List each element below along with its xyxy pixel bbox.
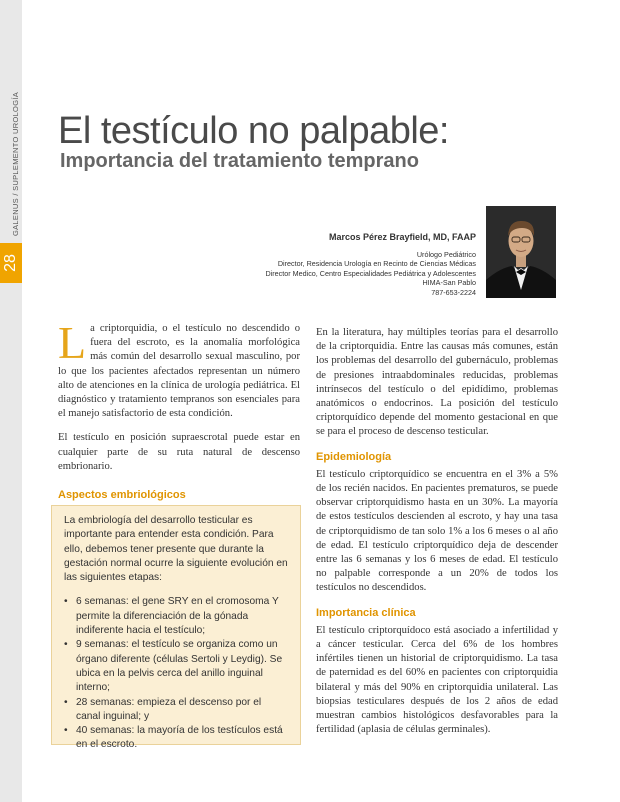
embryology-sidebar-box [51, 505, 301, 751]
article-title: El testículo no palpable: [58, 110, 449, 152]
section-heading-epidemiologia: Epidemiología [316, 450, 392, 463]
paragraph: El testículo en posición supraescrotal puede estar en cualquier parte de su ruta natural de descenso embrionario. [58, 432, 300, 472]
list-item: • 9 semanas: el testículo se organiza como un órgano diferente (células Sertoli y Leydig). Se ubica en la pelvis cerca del anillo inguinal interno; [76, 638, 288, 695]
article-subtitle: Importancia del tratamiento temprano [60, 150, 419, 172]
paragraph: El testículo criptorquídoco está asociado a infertilidad y a cáncer testicular. Cerca del 6% de los hombres infértiles tienen un historial de criptorquidismo. La tasa de paternidad es del 60% en pacientes con criptorquidia bilateral y más del 90% en criptorquidia unilateral. Las biopsias testiculares después de los 2 años de edad muestran cambios histológicos desfavorables para la fertilidad (aplasia de células germinales). [316, 624, 558, 736]
author-affiliation-2: Director Medico, Centro Especialidades Pediátrica y Adolescentes [265, 268, 476, 278]
intro-text: a criptorquidia, o el testículo no descendido o fuera del escroto, es la anomalía morfológica más común del desarrollo sexual masculino, por lo que los pacientes afectados representan un número alto de atenciones en la clínica de urología pediátrica. El diagnóstico y tratamiento tempranos son esenciales para el manejo satisfactorio de esta condición. [58, 323, 300, 420]
embryology-stage-list [64, 595, 288, 752]
intro-paragraph [58, 317, 300, 421]
author-hospital: HIMA-San Pablo [422, 278, 476, 288]
author-block [265, 232, 476, 297]
author-photo [486, 206, 556, 298]
author-portrait-image [486, 206, 556, 298]
page-number-tab [0, 243, 22, 283]
sidebar-section-label: GALENUS / SUPLEMENTO UROLOGÍA [11, 91, 20, 236]
drop-cap: L [58, 317, 87, 368]
paragraph: En la literatura, hay múltiples teorías para el desarrollo de la criptorquidia. Entre las causas más comunes, están los problemas del desarrollo del gubernáculo, problemas de presiones intraabdominales reducidas, problemas intrínsecos del testículo o del epidídimo, problemas anatómicos o endocrinos. La posición del testículo criptorquídico depende del momento gestacional en que se para el proceso de descenso testicular. [316, 327, 558, 438]
author-phone: 787-653-2224 [431, 287, 476, 297]
section-heading-importancia-clinica: Importancia clínica [316, 606, 416, 619]
left-column [58, 317, 300, 506]
list-item: • 6 semanas: el gene SRY en el cromosoma Y permite la diferenciación de la gónada indiferente hacia el testículo; [76, 595, 288, 638]
author-title: Urólogo Pediátrico [416, 250, 476, 259]
page-number: 28 [2, 254, 19, 272]
paragraph: El testículo criptorquídico se encuentra en el 3% a 5% de los recién nacidos. En pacientes prematuros, se puede observar criptorquidismo hasta en un 30%. La mayoría de estos testículos descienden al escroto, y hay una tasa de criptorquidismo de tan solo 1% a los 6 meses o al año de edad. El testículo criptorquídico deja de descender entre las 6 semanas y los 6 meses de edad. El testículo no palpable corresponde a un 20% de todos los testículos no descendidos. [316, 468, 558, 594]
box-intro: La embriología del desarrollo testicular es importante para entender esta condición. Para ello, debemos tener presente que durante la gestación normal ocurre la siguiente evolución en las siguientes etapas: [64, 515, 288, 584]
author-name: Marcos Pérez Brayfield, MD, FAAP [328, 232, 476, 242]
author-affiliation-1: Director, Residencia Urología en Recinto de Ciencias Médicas [277, 259, 476, 269]
right-column [316, 326, 558, 747]
section-heading-embriologia: Aspectos embriológicos [58, 489, 186, 502]
list-item: • 28 semanas: empieza el descenso por el canal inguinal; y [76, 696, 288, 725]
sidebar-strip [0, 0, 22, 802]
list-item: • 40 semanas: la mayoría de los testículos está en el escroto. [76, 724, 288, 753]
